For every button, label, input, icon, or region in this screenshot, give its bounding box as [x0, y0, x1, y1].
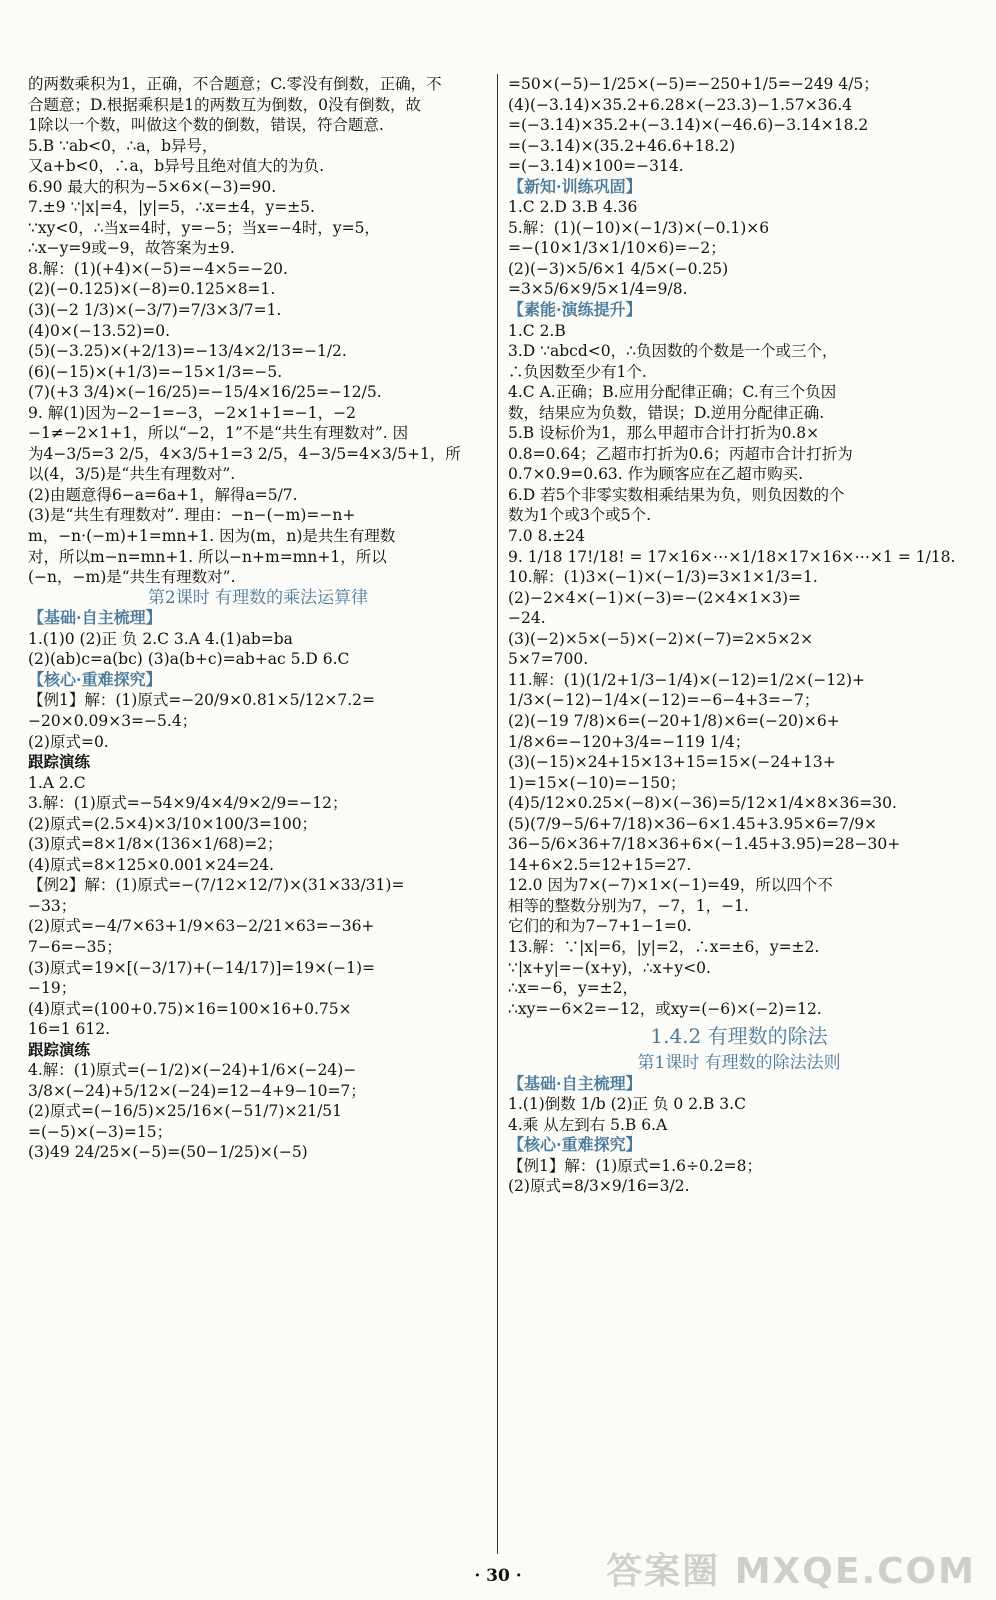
text-line: −24.: [508, 609, 546, 628]
text-line: (2)原式=0.: [28, 732, 109, 751]
text-line: ∵|x+y|=−(x+y)，∴x+y<0.: [508, 958, 711, 977]
text-line: (4)原式=(100+0.75)×16=100×16+0.75×: [28, 999, 352, 1018]
text-line: 1.(1)0 (2)正 负 2.C 3.A 4.(1)ab=ba: [28, 629, 293, 648]
text-line: 9. 1/18 17!/18! = 17×16×⋯×1/18×17×16×⋯×1 = 1/18.: [508, 547, 956, 566]
text-line: (3)49 24/25×(−5)=(50−1/25)×(−5): [28, 1143, 308, 1162]
text-line: =(−3.14)×35.2+(−3.14)×(−46.6)−3.14×18.2: [508, 116, 869, 135]
text-line: (2)原式=(2.5×4)×3/10×100/3=100；: [28, 814, 318, 833]
text-tag: 跟踪演练: [28, 1039, 91, 1059]
text-line: −33；: [28, 896, 77, 915]
text-line: 1.C 2.D 3.B 4.36: [508, 198, 638, 217]
text-line: (2)(−0.125)×(−8)=0.125×8=1.: [28, 280, 276, 299]
text-line: (2)由题意得6−a=6a+1，解得a=5/7.: [28, 485, 298, 504]
text-section: 【基础·自主梳理】: [28, 608, 162, 628]
text-line: (4)0×(−13.52)=0.: [28, 321, 171, 340]
text-line: (3)(−2)×5×(−5)×(−2)×(−7)=2×5×2×: [508, 629, 814, 648]
text-line: 0.8=0.64；乙超市打折为0.6；丙超市合计打折为: [508, 444, 853, 463]
text-line: (3)原式=8×1/8×(136×1/68)=2；: [28, 835, 283, 854]
text-line: (7)(+3 3/4)×(−16/25)=−15/4×16/25=−12/5.: [28, 383, 382, 402]
text-line: 16=1 612.: [28, 1020, 111, 1039]
text-line: −19；: [28, 979, 77, 998]
text-line: =−(10×1/3×1/10×6)=−2；: [508, 239, 726, 258]
text-line: (3)(−15)×24+15×13+15=15×(−24+13+: [508, 753, 836, 772]
right-column: [508, 74, 970, 1197]
text-line: 对，所以m−n=mn+1. 所以−n+m=mn+1，所以: [28, 547, 387, 566]
text-line: (2)原式=(−16/5)×25/16×(−51/7)×21/51: [28, 1102, 343, 1121]
text-line: 1除以一个数，叫做这个数的倒数，错误，符合题意.: [28, 116, 384, 135]
text-line: 1.(1)倒数 1/b (2)正 负 0 2.B 3.C: [508, 1095, 746, 1114]
text-line: (2)原式=−4/7×63+1/9×63−2/21×63=−36+: [28, 917, 375, 936]
text-line: 5.B ∵ab<0，∴a，b异号，: [28, 136, 218, 155]
text-line: 9. 解(1)因为−2−1=−3，−2×1+1=−1，−2: [28, 403, 356, 422]
text-line: 【例1】解：(1)原式=−20/9×0.81×5/12×7.2=: [28, 691, 376, 710]
text-section: 【基础·自主梳理】: [508, 1073, 642, 1093]
text-line: (4)原式=8×125×0.001×24=24.: [28, 855, 275, 874]
text-line: 相等的整数分别为7，−7，1，−1.: [508, 896, 749, 915]
text-line: 1)=15×(−10)=−150；: [508, 773, 686, 792]
text-line: 8.解：(1)(+4)×(−5)=−4×5=−20.: [28, 259, 288, 278]
text-line: 4.解：(1)原式=(−1/2)×(−24)+1/6×(−24)−: [28, 1061, 357, 1080]
text-line: 【例2】解：(1)原式=−(7/12×12/7)×(31×33/31)=: [28, 876, 405, 895]
text-line: 数为1个或3个或5个.: [508, 506, 652, 525]
text-line: ∴x−y=9或−9，故答案为±9.: [28, 239, 235, 258]
text-lesson: 第2课时 有理数的乘法运算律: [147, 587, 369, 608]
text-line: 13.解：∵|x|=6，|y|=2，∴x=±6，y=±2.: [508, 937, 820, 956]
text-line: (2)原式=8/3×9/16=3/2.: [508, 1177, 690, 1196]
text-line: 12.0 因为7×(−7)×1×(−1)=49，所以四个不: [508, 876, 833, 895]
text-line: 为4−3/5=3 2/5，4×3/5+1=3 2/5，4−3/5=4×3/5+1，所: [28, 444, 461, 463]
text-line: (2)(−19 7/8)×6=(−20+1/8)×6=(−20)×6+: [508, 711, 840, 730]
text-line: =50×(−5)−1/25×(−5)=−250+1/5=−249 4/5；: [508, 75, 879, 93]
text-line: (4)5/12×0.25×(−8)×(−36)=5/12×1/4×8×36=30.: [508, 794, 897, 813]
text-line: 以(4，3/5)是“共生有理数对”.: [28, 465, 236, 484]
text-line: 又a+b<0，∴a，b异号且绝对值大的为负.: [28, 157, 325, 176]
text-line: (3)原式=19×[(−3/17)+(−14/17)]=19×(−1)=: [28, 958, 376, 977]
text-tag: 跟踪演练: [28, 752, 91, 772]
text-line: (2)−2×4×(−1)×(−3)=−(2×4×1×3)=: [508, 588, 801, 607]
text-section: 【新知·训练巩固】: [508, 176, 642, 196]
text-line: 11.解：(1)(1/2+1/3−1/4)×(−12)=1/2×(−12)+: [508, 670, 866, 689]
text-line: (3)是“共生有理数对”. 理由：−n−(−m)=−n+: [28, 506, 356, 525]
text-line: 5.解：(1)(−10)×(−1/3)×(−0.1)×6: [508, 218, 770, 237]
text-line: 6.90 最大的积为−5×6×(−3)=90.: [28, 177, 277, 196]
text-line: ∴x=−6，y=±2，: [508, 979, 639, 998]
text-line: 5×7=700.: [508, 650, 589, 669]
text-line: 它们的和为7−7+1−1=0.: [508, 917, 692, 936]
text-line: ∴负因数至少有1个.: [508, 362, 647, 381]
text-line: (6)(−15)×(+1/3)=−15×1/3=−5.: [28, 362, 283, 381]
text-line: 1.C 2.B: [508, 321, 566, 340]
text-line: =(−3.14)×(35.2+46.6+18.2): [508, 136, 736, 155]
text-section: 【核心·重难探究】: [508, 1135, 642, 1155]
text-line: 的两数乘积为1，正确，不合题意；C.零没有倒数，正确，不: [28, 75, 442, 93]
text-line: 0.7×0.9=0.63. 作为顾客应在乙超市购买.: [508, 465, 804, 484]
text-line: (4)(−3.14)×35.2+6.28×(−23.3)−1.57×36.4: [508, 95, 853, 114]
text-line: 4.C A.正确；B.应用分配律正确；C.有三个负因: [508, 383, 837, 402]
text-line: 7.±9 ∵|x|=4，|y|=5，∴x=±4，y=±5.: [28, 198, 315, 217]
text-line: 7−6=−35；: [28, 937, 122, 956]
text-line: (5)(7/9−5/6+7/18)×36−6×1.45+3.95×6=7/9×: [508, 814, 878, 833]
text-line: =(−3.14)×100=−314.: [508, 157, 684, 176]
text-line: 合题意；D.根据乘积是1的两数互为倒数，0没有倒数，故: [28, 95, 422, 114]
text-line: 14+6×2.5=12+15=27.: [508, 855, 692, 874]
text-line: m，−n·(−m)+1=mn+1. 因为(m，n)是共生有理数: [28, 527, 396, 546]
text-line: 5.B 设标价为1，那么甲超市合计打折为0.8×: [508, 424, 820, 443]
column-divider: [497, 74, 498, 1554]
text-line: 10.解：(1)3×(−1)×(−1/3)=3×1×1/3=1.: [508, 568, 818, 587]
text-line: 4.乘 从左到右 5.B 6.A: [508, 1115, 668, 1134]
text-line: (2)(ab)c=a(bc) (3)a(b+c)=ab+ac 5.D 6.C: [28, 650, 350, 669]
text-line: 3/8×(−24)+5/12×(−24)=12−4+9−10=7；: [28, 1081, 366, 1100]
text-line: 3.解：(1)原式=−54×9/4×4/9×2/9=−12；: [28, 794, 348, 813]
page-number: · 30 ·: [474, 1566, 522, 1586]
text-line: (2)(−3)×5/6×1 4/5×(−0.25): [508, 259, 729, 278]
text-line: 7.0 8.±24: [508, 527, 586, 546]
left-column: [28, 74, 488, 1163]
text-line: 1/8×6=−120+3/4=−119 1/4；: [508, 732, 751, 751]
text-section: 【素能·演练提升】: [508, 300, 642, 320]
text-line: 数，结果应为负数，错误；D.逆用分配律正确.: [508, 403, 825, 422]
text-line: ∴xy=−6×2=−12，或xy=(−6)×(−2)=12.: [508, 999, 822, 1018]
text-line: −20×0.09×3=−5.4；: [28, 711, 198, 730]
text-line: =3×5/6×9/5×1/4=9/8.: [508, 280, 688, 299]
text-line: 3.D ∵abcd<0，∴负因数的个数是一个或三个，: [508, 342, 838, 361]
text-line: =(−5)×(−3)=15；: [28, 1122, 173, 1141]
text-lesson: 第1课时 有理数的除法法则: [637, 1053, 841, 1074]
text-line: (−n，−m)是“共生有理数对”.: [28, 568, 236, 587]
text-line: 【例1】解：(1)原式=1.6÷0.2=8；: [508, 1156, 762, 1175]
text-line: 1/3×(−12)−1/4×(−12)=−6−4+3=−7；: [508, 691, 820, 710]
text-line: ∵xy<0，∴当x=4时，y=−5；当x=−4时，y=5，: [28, 218, 380, 237]
text-line: (5)(−3.25)×(+2/13)=−13/4×2/13=−1/2.: [28, 342, 347, 361]
text-line: 1.A 2.C: [28, 773, 86, 792]
text-line: (3)(−2 1/3)×(−3/7)=7/3×3/7=1.: [28, 301, 282, 320]
text-line: 6.D 若5个非零实数相乘结果为负，则负因数的个: [508, 485, 845, 504]
text-heading: 1.4.2 有理数的除法: [650, 1024, 828, 1049]
text-line: 36−5/6×36+7/18×36+6×(−1.45+3.95)=28−30+: [508, 835, 901, 854]
text-section: 【核心·重难探究】: [28, 669, 162, 689]
text-line: −1≠−2×1+1，所以“−2，1”不是“共生有理数对”. 因: [28, 424, 409, 443]
watermark: 答案圈 MXQE.COM: [606, 1551, 976, 1592]
